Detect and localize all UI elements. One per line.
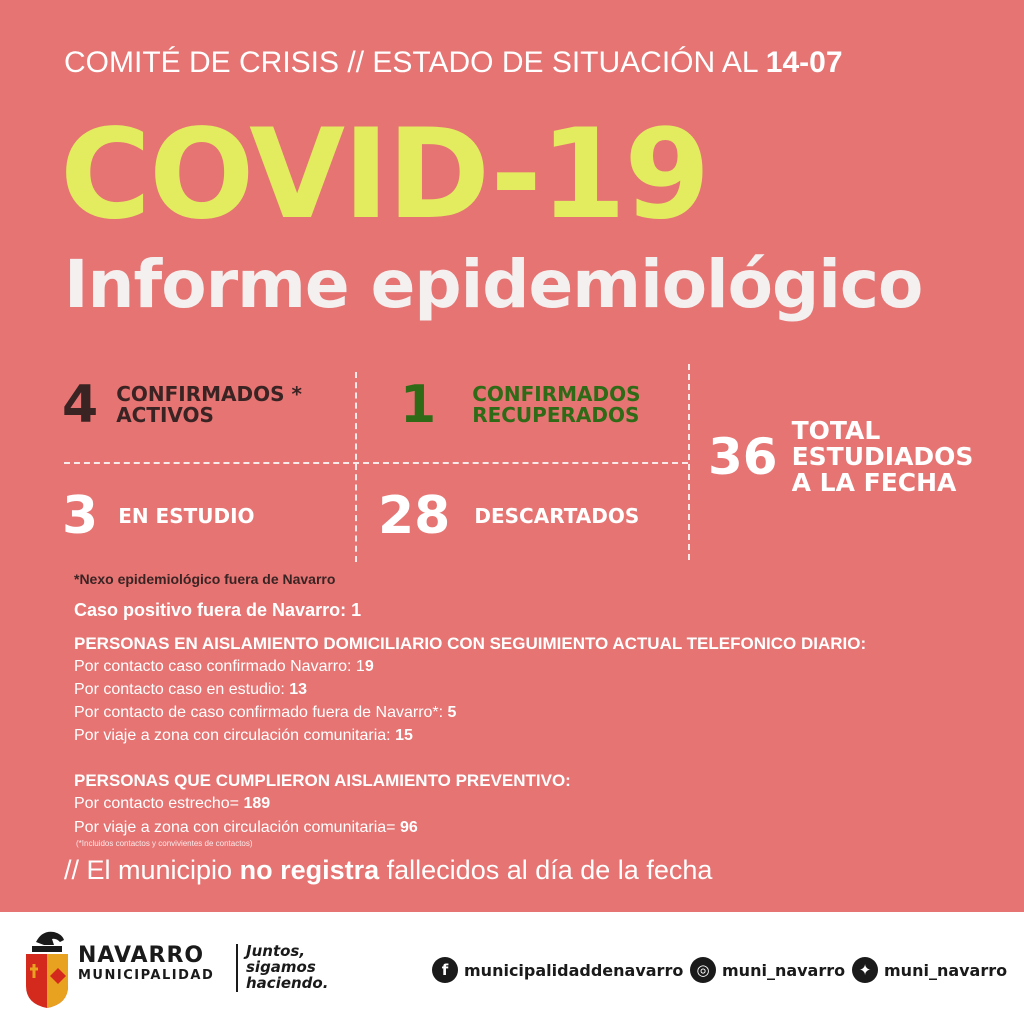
stat-label-line: A LA FECHA xyxy=(791,468,957,497)
stat-in-study xyxy=(62,486,255,546)
brand-separator xyxy=(236,944,238,992)
list-item xyxy=(74,793,270,815)
message-suffix: fallecidos al día de la fecha xyxy=(386,855,713,885)
social-handle[interactable]: muni_navarro xyxy=(884,960,1008,980)
stat-value: 36 xyxy=(708,428,778,486)
info-label: Caso positivo fuera de Navarro: xyxy=(74,600,347,620)
social-instagram[interactable] xyxy=(690,957,845,983)
small-note: (*Incluidos contactos y convivientes de contactos) xyxy=(76,839,253,848)
info-value: 96 xyxy=(399,819,418,836)
info-value: 13 xyxy=(289,681,308,698)
info-label: Por viaje a zona con circulación comunitaria: xyxy=(74,727,391,744)
message-prefix: // El municipio xyxy=(64,855,233,885)
info-value: 9 xyxy=(364,658,374,675)
facebook-icon: f xyxy=(432,957,458,983)
slogan-line: haciendo. xyxy=(246,974,329,992)
divider-vertical-1 xyxy=(355,372,357,562)
stat-label: DESCARTADOS xyxy=(474,503,640,528)
stat-discarded xyxy=(378,486,639,546)
header-date: 14-07 xyxy=(765,46,843,79)
deaths-message xyxy=(64,855,712,886)
info-label: Por contacto caso en estudio: xyxy=(74,681,285,698)
stat-value: 4 xyxy=(62,375,99,435)
info-label: Por contacto caso confirmado Navarro: 1 xyxy=(74,658,365,675)
header-line xyxy=(64,46,843,80)
stat-confirmed-active xyxy=(62,375,302,435)
divider-horizontal xyxy=(64,462,688,464)
positive-outside xyxy=(74,599,361,621)
info-value: 15 xyxy=(395,727,413,744)
stat-label xyxy=(116,384,302,426)
stat-value: 3 xyxy=(62,486,99,546)
municipal-shield-logo xyxy=(22,928,72,1014)
page-title: COVID-19 xyxy=(60,103,709,247)
info-label: Por contacto de caso confirmado fuera de Navarro*: xyxy=(74,704,444,721)
stat-label-line: ESTUDIADOS xyxy=(791,442,974,471)
message-bold: no registra xyxy=(239,855,380,885)
info-value: 5 xyxy=(447,704,457,721)
social-twitter[interactable] xyxy=(852,957,1007,983)
slogan-line: sigamos xyxy=(246,958,316,976)
home-isolation-heading: PERSONAS EN AISLAMIENTO DOMICILIARIO CON SEGUIMIENTO ACTUAL TELEFONICO DIARIO: xyxy=(74,634,867,653)
stat-value: 1 xyxy=(400,375,437,435)
stat-label-line: TOTAL xyxy=(791,416,881,445)
list-item xyxy=(74,656,374,678)
social-handle[interactable]: muni_navarro xyxy=(722,960,846,980)
list-item xyxy=(74,702,456,724)
stat-label-line: CONFIRMADOS xyxy=(472,382,641,406)
list-item xyxy=(74,725,413,747)
brand-sub: MUNICIPALIDAD xyxy=(78,968,215,983)
info-value: 1 xyxy=(351,600,362,620)
stat-label: EN ESTUDIO xyxy=(118,503,255,528)
divider-vertical-2 xyxy=(688,364,690,560)
info-label: Por viaje a zona con circulación comunitaria= xyxy=(74,819,396,836)
slogan xyxy=(246,943,328,991)
header-prefix: COMITÉ DE CRISIS // ESTADO DE SITUACIÓN AL xyxy=(64,46,758,79)
brand-name: NAVARRO xyxy=(78,943,205,968)
stat-label-line: ACTIVOS xyxy=(116,403,214,427)
stat-label xyxy=(792,418,974,496)
info-label: Por contacto estrecho= xyxy=(74,795,239,812)
stat-recovered xyxy=(400,375,641,435)
stat-label xyxy=(472,384,640,426)
social-handle[interactable]: municipalidaddenavarro xyxy=(464,960,684,980)
list-item xyxy=(74,817,418,839)
list-item xyxy=(74,679,307,701)
completed-isolation-heading: PERSONAS QUE CUMPLIERON AISLAMIENTO PREVENTIVO: xyxy=(74,771,571,790)
page-subtitle: Informe epidemiológico xyxy=(64,246,923,323)
social-facebook[interactable] xyxy=(432,957,683,983)
info-value: 189 xyxy=(243,795,271,812)
stat-label-line: CONFIRMADOS * xyxy=(116,382,302,406)
footnote: *Nexo epidemiológico fuera de Navarro xyxy=(74,571,336,587)
brand xyxy=(78,944,214,984)
instagram-icon: ◎ xyxy=(690,957,716,983)
stat-label-line: RECUPERADOS xyxy=(472,403,640,427)
stat-total xyxy=(708,418,973,496)
slogan-line: Juntos, xyxy=(246,942,306,960)
stat-value: 28 xyxy=(378,486,451,546)
twitter-icon: ✦ xyxy=(852,957,878,983)
